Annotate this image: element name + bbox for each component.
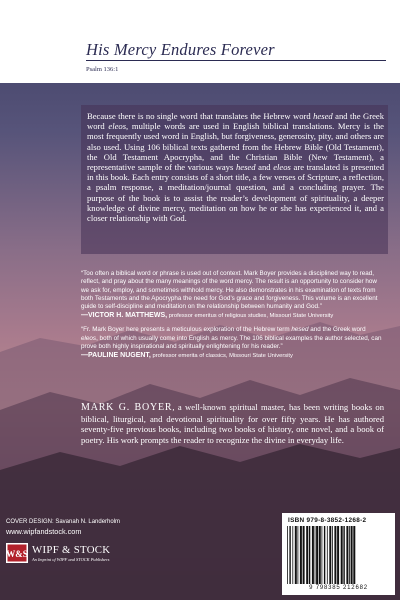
endorsement-attribution: —PAULINE NUGENT, professor emerita of classics, Missouri State University <box>81 352 293 360</box>
barcode-bar <box>353 526 355 584</box>
endorsement-quote: “Fr. Mark Boyer here presents a meticulous exploration of the Hebrew term hesed and the Greek word eleos, both of which usually come into English as mercy. The 106 biblical examples the author selected, can prove both highly inspirational and spiritually enlightening for his reader.” <box>81 326 382 351</box>
barcode-bar <box>312 526 314 584</box>
barcode-digits: 9 798385 212682 <box>309 585 368 591</box>
publisher-imprint: An Imprint of WIPF and STOCK Publishers <box>32 557 110 562</box>
barcode-bar <box>329 526 331 584</box>
author-name: MARK G. BOYER <box>81 402 173 413</box>
barcode-bars <box>286 526 391 584</box>
endorsements <box>81 270 384 366</box>
book-description: Because there is no single word that translates the Hebrew word hesed and the Greek word eleos, multiple words are used in English biblical translations. Mercy is the most frequently used word in English, but forgiveness, generosity, pity, and others are also used. Using 106 biblical texts gathered from the Hebrew Bible (Old Testament), the Old Testament Apocrypha, and the Christian Bible (New Testament), a representative sample of the various ways hesed and eleos are translated is presented in this book. Each entry consists of a short title, a few verses of Scripture, a reflection, a psalm response, a meditation/journal question, and a concluding prayer. The purpose of the book is to assist the reader’s development of spirituality, a deeper knowledge of divine mercy, meditation on how he or she has experienced it, and a closer relationship with God. <box>87 111 384 224</box>
barcode-bar <box>343 526 344 584</box>
barcode-bar <box>327 526 328 584</box>
barcode-bar <box>309 526 310 584</box>
barcode-bar <box>319 526 321 584</box>
publisher-website: www.wipfandstock.com <box>6 527 82 536</box>
description-panel <box>81 105 388 254</box>
barcode-bar <box>334 526 336 584</box>
endorsement-attribution: —VICTOR H. MATTHEWS, professor emeritus of religious studies, Missouri State University <box>81 312 334 320</box>
barcode-bar <box>289 526 290 584</box>
barcode-bar <box>315 526 316 584</box>
barcode-bar <box>298 526 299 584</box>
barcode-bar <box>303 526 305 584</box>
cover-design-credit: COVER DESIGN: Savanah N. Landerholm <box>6 519 121 525</box>
title-underline <box>86 60 386 61</box>
logo-letters: W&S <box>6 549 28 559</box>
barcode-bar <box>295 526 297 584</box>
barcode-bar <box>306 526 308 584</box>
barcode-bar <box>346 526 348 584</box>
author-bio-section <box>81 402 384 445</box>
author-bio: MARK G. BOYER, a well-known spiritual master, has been writing books on biblical, liturgical, and devotional spirituality for over fifty years. He has authored seventy-five previous books, including two books of history, one novel, and a book of poetry. His work prompts the reader to recognize the divine in everyday life. <box>81 402 384 445</box>
barcode-bar <box>292 526 293 584</box>
barcode-bar <box>316 526 318 584</box>
barcode-bar <box>322 526 323 584</box>
title-band <box>0 0 400 83</box>
isbn-label: ISBN 979-8-3852-1268-2 <box>288 517 367 524</box>
scripture-reference: Psalm 136:1 <box>86 66 119 73</box>
barcode-bar <box>332 526 333 584</box>
publisher-logo-icon <box>6 543 28 563</box>
barcode-bar <box>324 526 325 584</box>
publisher-credits <box>6 519 120 536</box>
barcode-bar <box>351 526 353 584</box>
barcode-bar <box>300 526 302 584</box>
barcode-bar <box>341 526 343 584</box>
barcode-bar <box>337 526 339 584</box>
book-title: His Mercy Endures Forever <box>86 40 275 59</box>
barcode-bar <box>349 526 350 584</box>
publisher-name: WIPF & STOCK <box>32 544 111 556</box>
endorsement-quote: “Too often a biblical word or phrase is used out of context. Mark Boyer provides a disciplined way to read, reflect, and pray about the many meanings of the word mercy. The result is an opportunity to consider how we ask for, employ, and sometimes withhold mercy. He also demonstrates in his examination of texts from both Testaments and the Apocrypha the need for God’s grace and forgiveness. This volume is an excellent guide to self-discipline and meditation on the relationship between humanity and God.” <box>81 270 378 311</box>
isbn-barcode <box>282 513 395 595</box>
barcode-bar <box>287 526 288 584</box>
